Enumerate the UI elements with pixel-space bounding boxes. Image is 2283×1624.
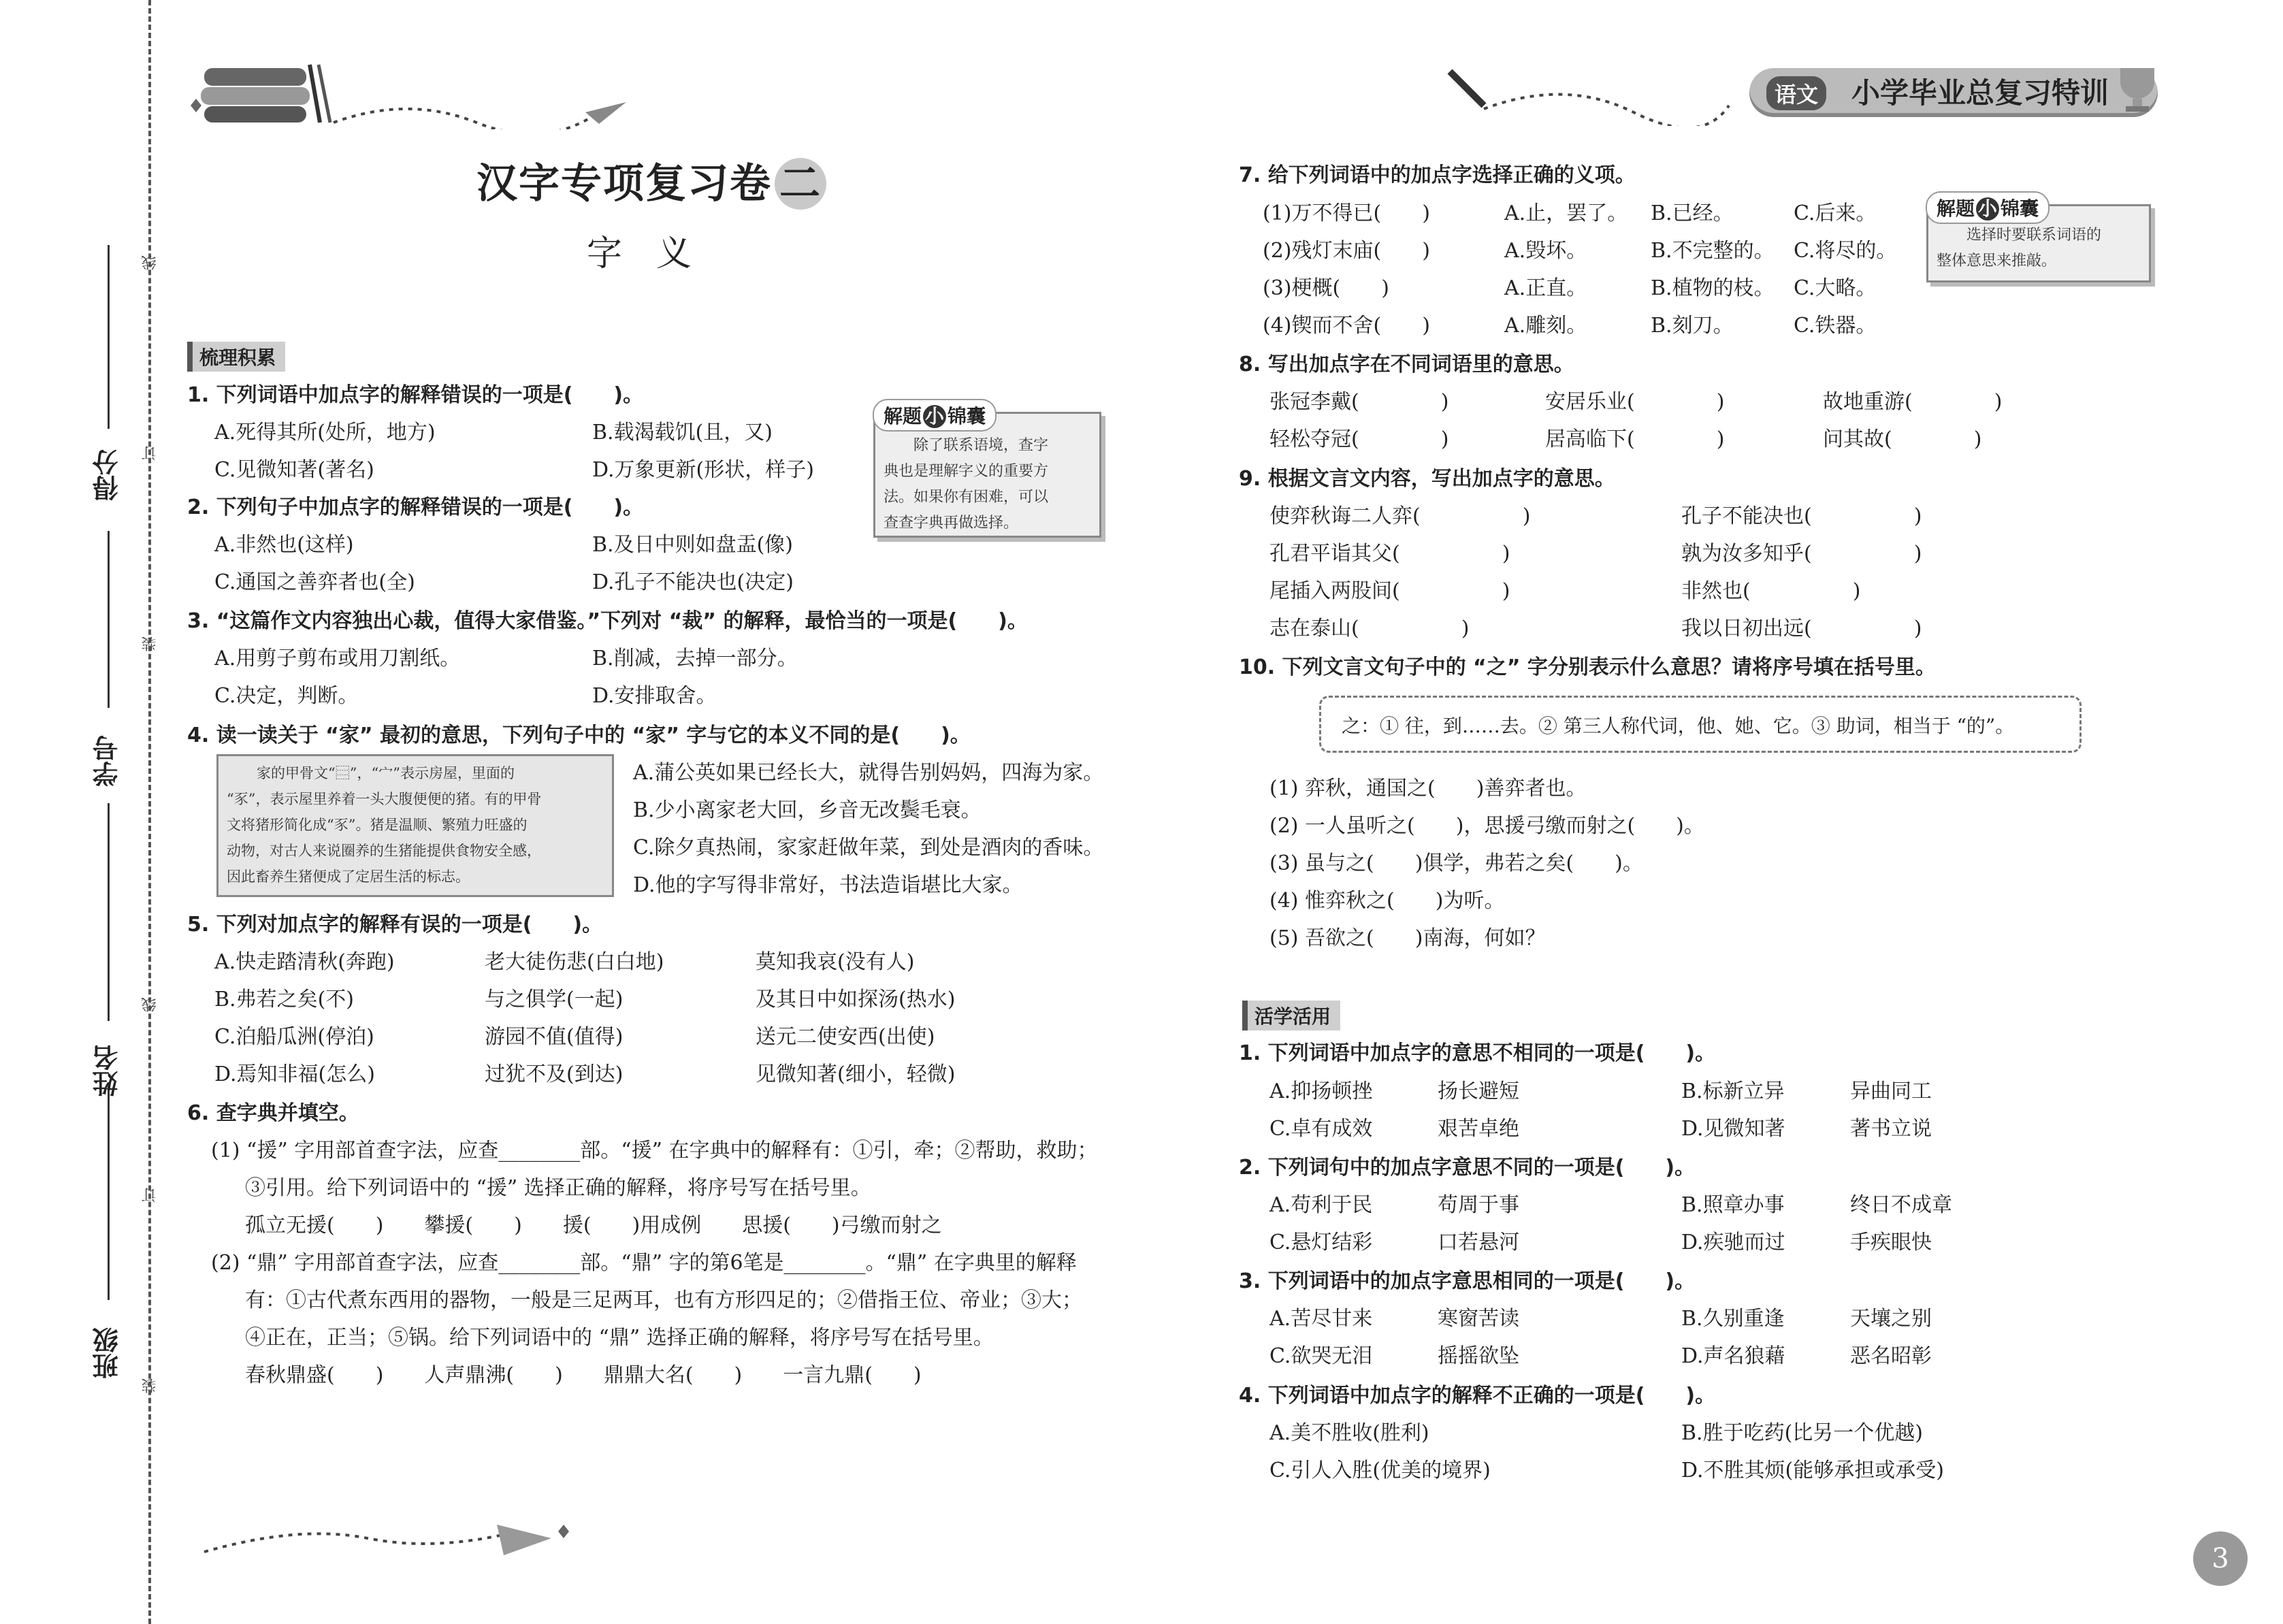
option: D.声名狼藉 <box>1681 1344 1785 1368</box>
blank-item: 故地重游( ) <box>1823 390 2003 414</box>
score-underline <box>108 245 110 429</box>
tip-line: 法。如果你有困难，可以 <box>884 489 1049 506</box>
blank-item: 问其故( ) <box>1823 427 1982 451</box>
option: 与之俱学(一起) <box>485 988 624 1011</box>
option: A.毁坏。 <box>1504 239 1587 263</box>
cut-mark: 装 <box>142 1378 159 1393</box>
blank-item: (5) 吾欲之( )南海，何如？ <box>1269 926 1546 950</box>
option: A.非然也(这样) <box>214 533 354 557</box>
pencil-decoration-icon <box>1443 65 1743 126</box>
option: C.欲哭无泪 <box>1269 1344 1373 1368</box>
option: A.美不胜收(胜利) <box>1269 1421 1429 1445</box>
etymology-line: 文将猪形简化成“豕”。猪是温顺、繁殖力旺盛的 <box>227 817 528 833</box>
option: 老大徒伤悲(白白地) <box>485 950 664 974</box>
text-line: ④正在，正当；⑤锅。给下列词语中的 “鼎” 选择正确的解释，将序号写在括号里。 <box>245 1326 994 1350</box>
blank-item: (3) 虽与之( )俱学，弗若之矣( )。 <box>1269 851 1643 875</box>
number-label: 学号 <box>93 735 123 787</box>
option: C.大略。 <box>1794 276 1877 300</box>
option: D.孔子不能决也(决定) <box>592 570 794 594</box>
option: C.悬灯结彩 <box>1269 1231 1373 1254</box>
tip-line: 整体意思来推敲。 <box>1937 253 2057 270</box>
question-stem: 3. 下列词语中的加点字意思相同的一项是( )。 <box>1239 1269 1696 1293</box>
text-line: 有：①古代煮东西用的器物，一般是三足两耳，也有方形四足的；②借指王位、帝业；③大； <box>245 1288 1082 1312</box>
question-stem: 10. 下列文言文句子中的 “之” 字分别表示什么意思？请将序号填在括号里。 <box>1239 655 1936 679</box>
paper-plane-decoration-icon <box>197 1491 579 1572</box>
option: B.及日中则如盘盂(像) <box>592 533 793 557</box>
option: 扬长避短 <box>1438 1079 1519 1103</box>
option: 天壤之别 <box>1850 1307 1932 1331</box>
option: B.胜于吃药(比另一个优越) <box>1681 1421 1923 1445</box>
question-stem: 5. 下列对加点字的解释有误的一项是( )。 <box>187 913 603 937</box>
option: C.通国之善弈者也(全) <box>214 570 415 594</box>
tip-line: 除了联系语境，查字 <box>913 437 1049 454</box>
option: 手疾眼快 <box>1850 1231 1932 1254</box>
question-stem: 1. 下列词语中加点字的意思不相同的一项是( )。 <box>1239 1041 1716 1065</box>
blank-item: 安居乐业( ) <box>1545 390 1725 414</box>
question-stem: 3. “这篇作文内容独出心裁，值得大家借鉴。”下列对 “裁” 的解释，最恰当的一项是( )。 <box>187 609 1028 633</box>
option: D.焉知非福(怎么) <box>214 1062 375 1086</box>
option: 终日不成章 <box>1850 1193 1952 1217</box>
option: 过犹不及(到达) <box>485 1062 624 1086</box>
question-stem: 2. 下列词句中的加点字意思不同的一项是( )。 <box>1239 1156 1696 1180</box>
section-label: 梳理积累 <box>187 342 285 372</box>
option: C.决定，判断。 <box>214 684 359 708</box>
tip-line: 查查字典再做选择。 <box>884 515 1019 532</box>
etymology-line: 家的甲骨文“⿳”，“宀”表示房屋，里面的 <box>257 765 515 781</box>
option: (2)残灯末庙( ) <box>1263 239 1430 263</box>
blank-item: 孔君平诣其父( ) <box>1269 542 1510 566</box>
option: A.死得其所(处所，地方) <box>214 421 436 444</box>
option: (3)梗概( ) <box>1263 276 1389 300</box>
number-underline <box>108 531 110 708</box>
blank-item: 张冠李戴( ) <box>1269 390 1449 414</box>
option: 异曲同工 <box>1850 1079 1932 1103</box>
section-label: 活学活用 <box>1242 1001 1340 1030</box>
page-title: 汉字专项复习卷 二 <box>476 151 826 210</box>
option: (4)锲而不舍( ) <box>1263 314 1430 338</box>
blank-item: (1) 弈秋，通国之( )善弈者也。 <box>1269 777 1587 800</box>
option: D.疾驰而过 <box>1681 1231 1785 1254</box>
option: C.后来。 <box>1794 201 1877 225</box>
option: A.蒲公英如果已经长大，就得告别妈妈，四海为家。 <box>633 761 1104 785</box>
blank-item: 我以日初出远( ) <box>1681 617 1922 640</box>
etymology-line: 因此畜养生猪便成了定居生活的标志。 <box>227 868 470 885</box>
class-label: 班级 <box>93 1327 123 1379</box>
text-line: (2) “鼎” 字用部首查字法，应查________部。“鼎” 字的第6笔是________。“鼎” 在字典里的解释 <box>211 1251 1077 1275</box>
option: C.除夕真热闹，家家赶做年菜，到处是酒肉的香味。 <box>633 836 1104 860</box>
blank-item: 志在泰山( ) <box>1269 617 1470 640</box>
text-line: ③引用。给下列词语中的 “援” 选择正确的解释，将序号写在括号里。 <box>245 1176 871 1200</box>
option: 著书立说 <box>1850 1117 1932 1141</box>
option: 莫知我哀(没有人) <box>756 950 915 974</box>
etymology-line: 动物，对古人来说圈养的生猪能提供食物安全感， <box>227 843 541 859</box>
option: 恶名昭彰 <box>1850 1344 1932 1368</box>
option: 苟周于事 <box>1438 1193 1519 1217</box>
cut-mark: 订 <box>142 1188 159 1203</box>
option: A.雕刻。 <box>1504 314 1587 338</box>
tip-box <box>873 405 1101 538</box>
option: D.见微知著 <box>1681 1117 1785 1141</box>
option: C.泊船瓜洲(停泊) <box>214 1025 374 1049</box>
option: C.将尽的。 <box>1794 239 1897 263</box>
option: 艰苦卓绝 <box>1438 1117 1519 1141</box>
option: C.引人入胜(优美的境界) <box>1269 1459 1491 1482</box>
header-series: 小学毕业总复习特训 <box>1851 76 2109 110</box>
option: A.苟利于民 <box>1269 1193 1373 1217</box>
text-line: (1) “援” 字用部首查字法，应查________部。“援” 在字典中的解释有：①引，牵；②帮助，救助； <box>211 1139 1098 1163</box>
option: B.久别重逢 <box>1681 1307 1785 1331</box>
option: B.刻刀。 <box>1651 314 1734 338</box>
tip-header: 解题 小 锦囊 <box>873 399 997 432</box>
option: 摇摇欲坠 <box>1438 1344 1519 1368</box>
option: B.标新立异 <box>1681 1079 1785 1103</box>
score-label: 得分 <box>93 449 123 501</box>
question-stem: 4. 读一读关于 “家” 最初的意思，下列句子中的 “家” 字与它的本义不同的是( )。 <box>187 724 971 747</box>
option: B.弗若之矣(不) <box>214 988 354 1011</box>
option: 送元二使安西(出使) <box>756 1025 935 1049</box>
name-label: 姓名 <box>93 1045 123 1097</box>
option: C.卓有成效 <box>1269 1117 1373 1141</box>
option: B.已经。 <box>1651 201 1734 225</box>
etymology-box <box>216 754 614 897</box>
question-stem: 1. 下列词语中加点字的解释错误的一项是( )。 <box>187 383 644 407</box>
blank-item: 尾插入两股间( ) <box>1269 579 1510 603</box>
cut-mark: 装 <box>142 636 159 651</box>
cut-mark: 线 <box>142 997 159 1012</box>
option: A.正直。 <box>1504 276 1587 300</box>
option: B.削减，去掉一部分。 <box>592 647 798 670</box>
blank-item: 居高临下( ) <box>1545 427 1725 451</box>
blank-item: 孔子不能决也( ) <box>1681 504 1922 528</box>
tip-box <box>1926 197 2151 282</box>
tip-line: 典也是理解字义的重要方 <box>884 463 1049 480</box>
tip-line: 选择时要联系词语的 <box>1966 227 2102 244</box>
option: D.他的字写得非常好，书法造诣堪比大家。 <box>633 873 1023 897</box>
option: A.抑扬顿挫 <box>1269 1079 1373 1103</box>
option: B.少小离家老大回，乡音无改鬓毛衰。 <box>633 798 982 822</box>
option: B.照章办事 <box>1681 1193 1785 1217</box>
option: B.植物的枝。 <box>1651 276 1775 300</box>
page-subtitle: 字义 <box>587 233 726 274</box>
text-line: 春秋鼎盛( ) 人声鼎沸( ) 鼎鼎大名( ) 一言九鼎( ) <box>245 1363 922 1387</box>
option: (1)万不得已( ) <box>1263 201 1430 225</box>
option: A.快走踏清秋(奔跑) <box>214 950 395 974</box>
definition-box <box>1319 696 2082 753</box>
header-subject: 语文 <box>1766 76 1826 110</box>
tip-header: 解题 小 锦囊 <box>1926 191 2050 224</box>
blank-item: 轻松夺冠( ) <box>1269 427 1449 451</box>
option: B.载渴载饥(且，又) <box>592 421 773 444</box>
books-decoration-icon <box>191 48 633 129</box>
question-stem: 6. 查字典并填空。 <box>187 1101 359 1125</box>
title-number: 二 <box>775 158 826 210</box>
option: C.铁器。 <box>1794 314 1877 338</box>
question-stem: 9. 根据文言文内容，写出加点字的意思。 <box>1239 467 1615 491</box>
blank-item: (2) 一人虽听之( )，思援弓缴而射之( )。 <box>1269 814 1704 838</box>
blank-item: 孰为汝多知乎( ) <box>1681 542 1922 566</box>
cut-mark: 线 <box>142 255 159 270</box>
option: 游园不值(值得) <box>485 1025 624 1049</box>
question-stem: 4. 下列词语中加点字的解释不正确的一项是( )。 <box>1239 1384 1716 1408</box>
question-stem: 2. 下列句子中加点字的解释错误的一项是( )。 <box>187 496 644 519</box>
blank-item: 非然也( ) <box>1681 579 1861 603</box>
class-underline <box>108 1082 110 1300</box>
option: 口若悬河 <box>1438 1231 1519 1254</box>
blank-item: (4) 惟弈秋之( )为听。 <box>1269 889 1505 913</box>
option: D.安排取舍。 <box>592 684 717 708</box>
cut-mark: 订 <box>142 446 159 461</box>
option: C.见微知著(著名) <box>214 458 374 482</box>
page-number: 3 <box>2193 1531 2248 1586</box>
text-line: 孤立无援( ) 攀援( ) 援( )用成例 思援( )弓缴而射之 <box>245 1214 942 1237</box>
option: D.不胜其烦(能够承担或承受) <box>1681 1459 1944 1482</box>
option: 寒窗苦读 <box>1438 1307 1519 1331</box>
option: 及其日中如探汤(热水) <box>756 988 956 1011</box>
etymology-line: “豕”，表示屋里养着一头大腹便便的猪。有的甲骨 <box>227 791 542 807</box>
option: A.用剪子剪布或用刀割纸。 <box>214 647 461 670</box>
option: A.苦尽甘来 <box>1269 1307 1373 1331</box>
option: 见微知著(细小，轻微) <box>756 1062 956 1086</box>
definition-text: 之：① 往，到……去。② 第三人称代词，他、她、它。③ 助词，相当于 “的”。 <box>1342 715 2015 737</box>
trophy-icon <box>2107 61 2168 116</box>
name-underline <box>108 803 110 1021</box>
option: B.不完整的。 <box>1651 239 1775 263</box>
question-stem: 7. 给下列词语中的加点字选择正确的义项。 <box>1239 163 1636 187</box>
question-stem: 8. 写出加点字在不同词语里的意思。 <box>1239 353 1574 376</box>
blank-item: 使弈秋诲二人弈( ) <box>1269 504 1531 528</box>
option: A.止，罢了。 <box>1504 201 1628 225</box>
option: D.万象更新(形状，样子) <box>592 458 814 482</box>
